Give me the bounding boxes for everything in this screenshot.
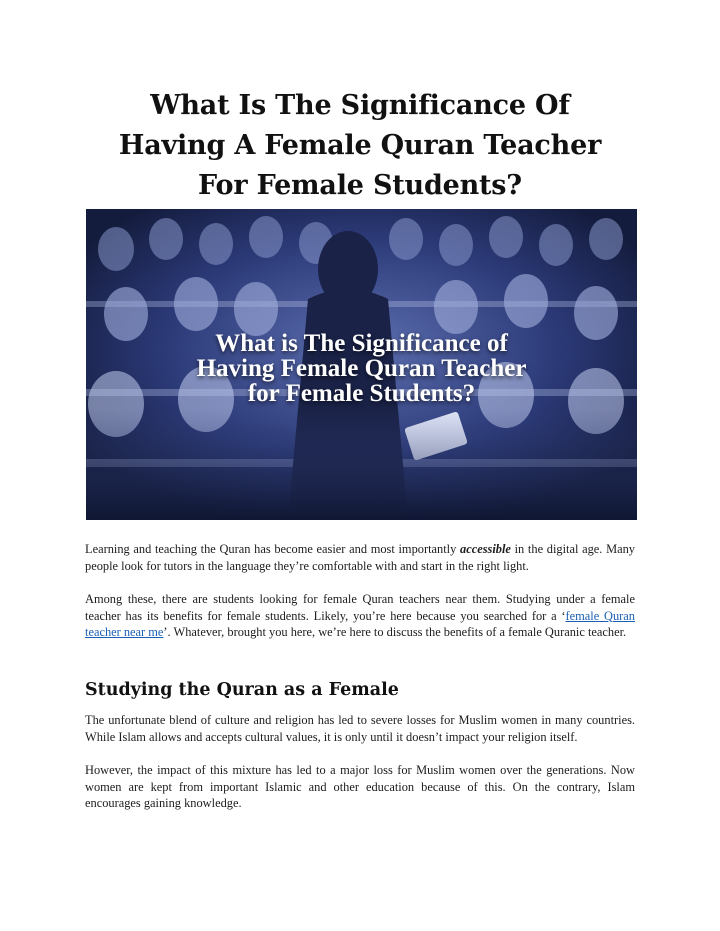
intro-paragraph-2: [85, 591, 635, 641]
p2-text-end: ’. Whatever, brought you here, we’re here to discuss the benefits of a female Quranic teacher.: [163, 625, 627, 640]
intro-paragraph-1: [85, 541, 635, 574]
title-line-1: What Is The Significance Of: [150, 90, 570, 121]
hero-title-line-3: for Female Students?: [247, 380, 476, 407]
section-paragraph-1: The unfortunate blend of culture and religion has led to severe losses for Muslim women in many countries. While Islam allows and accepts cultural values, it is only until it doesn’t impact your religion itself.: [85, 713, 635, 744]
hero-title-line-1: What is The Significance of: [215, 330, 508, 357]
title-line-3: For Female Students?: [198, 170, 522, 201]
page-title: [60, 86, 660, 206]
p1-text-end: in the digital age. Many people look for tutors in the language they’re comfortable with and start in the right light.: [85, 542, 635, 573]
section-heading: Studying the Quran as a Female: [85, 680, 399, 700]
p1-emphasis: accessible: [460, 542, 511, 556]
female-quran-teacher-link[interactable]: female Quran teacher near me: [85, 608, 635, 640]
title-line-2: Having A Female Quran Teacher: [118, 130, 602, 161]
hero-overlay-title: [86, 331, 637, 406]
hero-image: [86, 209, 637, 520]
hero-title-line-2: Having Female Quran Teacher: [196, 355, 527, 382]
p2-text-start: Among these, there are students looking for female Quran teachers near them. Studying under a female teacher has its benefits for female students. Likely, you’re here because you searched for a ‘: [85, 592, 635, 623]
section-paragraph-2: However, the impact of this mixture has led to a major loss for Muslim women over the generations. Now women are kept from important Islamic and other education because of this. On the contrary, Islam encourages gaining knowledge.: [85, 763, 635, 811]
p1-text-start: Learning and teaching the Quran has become easier and most importantly: [85, 542, 460, 556]
